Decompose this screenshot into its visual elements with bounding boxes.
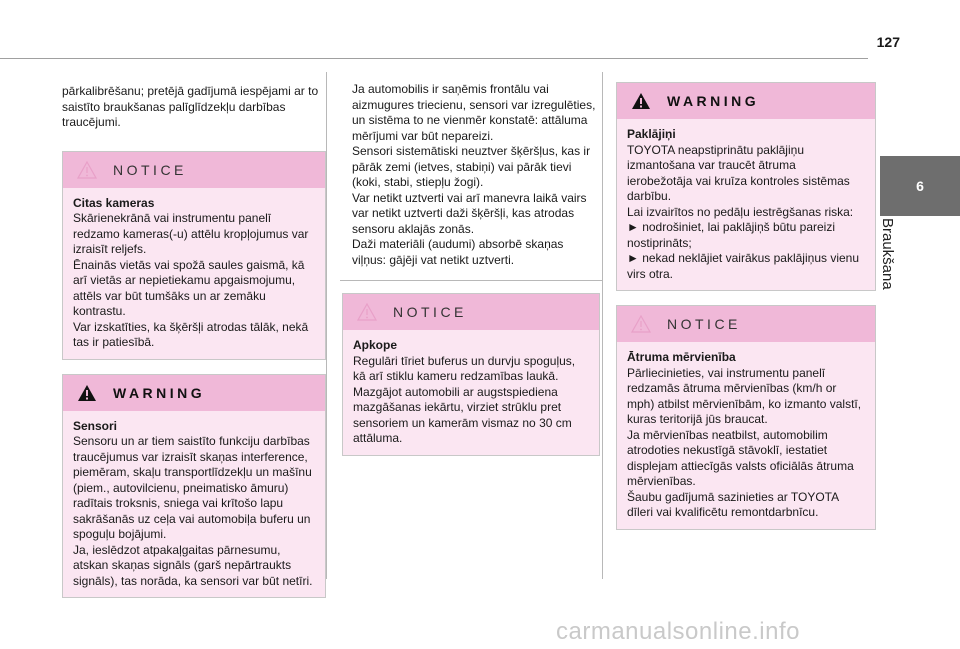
notice-body: Pārliecinieties, vai instrumentu panelī redzamās ātruma mērvienības (km/h or mph) atbilst mērvienībām, ko izmanto valstī, kuras teritorijā jūs braucat. Ja mērvienības neatbilst, automobilim atrodoties nekustīgā stāvoklī, iestatiet displejam attiecīgās valsts oficiālās ātruma mērvienības. Šaubu gadījumā sazinieties ar TOYOTA dīleri vai kvalificētu remontdarbnīcu. [627, 365, 862, 519]
warning-triangle-icon [77, 384, 97, 402]
warning-header [617, 83, 875, 119]
notice-title: Apkope [353, 338, 398, 352]
notice-header [617, 306, 875, 342]
notice-title: Ātruma mērvienība [627, 350, 736, 364]
chapter-title-text: Braukšana [879, 218, 896, 290]
watermark: carmanualsonline.info [556, 618, 800, 645]
column-2 [340, 72, 603, 579]
col3-notice-box [616, 305, 876, 530]
col3-warning-box [616, 82, 876, 291]
notice-label: NOTICE [393, 304, 467, 320]
warning-triangle-icon [357, 303, 377, 321]
page-number: 127 [876, 34, 900, 50]
warning-title: Paklājiņi [627, 127, 676, 141]
warning-label: WARNING [667, 93, 760, 109]
col1-notice-box [62, 151, 326, 360]
column-3 [616, 72, 876, 579]
warning-label: WARNING [113, 384, 206, 401]
col2-notice-box [342, 293, 600, 456]
col1-intro: pārkalibrēšanu; pretējā gadījumā iespējami ar to saistīto braukšanas palīglīdzekļu darbības traucējumi. [62, 84, 319, 129]
notice-label: NOTICE [113, 161, 187, 178]
chapter-tab[interactable] [880, 156, 960, 216]
warning-body: TOYOTA neapstiprinātu paklājiņu izmantošana var traucēt ātruma ierobežotāja vai kruīza kontroles sistēmas darbību. Lai izvairītos no pedāļu iestrēgšanas riska: ► nodrošiniet, lai paklājiņš būtu pareizi nostiprināts; ► nekad neklājiet vairākus paklājiņus vienu virs otra. [627, 142, 860, 281]
warning-triangle-icon [631, 315, 651, 333]
warning-triangle-icon [77, 161, 97, 179]
col1-warning-box [62, 374, 326, 599]
notice-header [343, 294, 599, 330]
notice-label: NOTICE [667, 316, 741, 332]
warning-triangle-icon [631, 92, 651, 110]
chapter-number: 6 [916, 178, 924, 194]
warning-title: Sensori [73, 418, 118, 433]
notice-body: Regulāri tīriet buferus un durvju spoguļus, kā arī stiklu kameru redzamības laukā. Mazgājot automobili ar augstspiediena mazgāšanas iekārtu, virziet strūklu pret sensoriem un kamerām vismaz no 30 cm attāluma. [353, 353, 576, 445]
notice-body: Skārienekrānā vai instrumentu panelī redzamo kameras(-u) attēlu kropļojumus var izraisīt reljefs. Ēnainās vietās vai spožā saules gaismā, kā arī vietās ar nepietiekamu apgaismojumu, attēls var būt tumšāks un ar zemāku kontrastu. Var izskatīties, ka šķēršļi atrodas tālāk, nekā tas ir patiesībā. [73, 211, 309, 349]
warning-header [63, 375, 325, 411]
col2-intro: Ja automobilis ir saņēmis frontālu vai aizmugures triecienu, sensori var izregulēties, un sistēma to ne vienmēr konstatē: attāluma mērījumi var būt nepareizi. Sensori sistemātiski neuztver šķēršļus, kas ir pārāk zemi (ietves, stabiņi) vai pārāk tievi (koki, stabi, stiepļu žogi). Var netikt uztverti vai arī manevra laikā vairs var netikt uztverti daži šķēršļi, kas atrodas sensoru aklajās zonās. Daži materiāli (audumi) absorbē skaņas viļņus: gājēji vat netikt uztverti. [352, 82, 596, 267]
warning-body: Sensoru un ar tiem saistīto funkciju darbības traucējumus var izraisīt skaņas interference, piemēram, skaļu transportlīdzekļu un mašīnu (piem., autovilcienu, pneimatisko āmuru) radītais troksnis, sniega vai krītošo lapu sakrāšanās uz ceļa vai automobiļa buferu un spoguļu bojājumi. Ja, ieslēdzot atpakaļgaitas pārnesumu, atskan skaņas signāls (garš nepārtraukts signāls), tas norāda, ka sensori var būt netīri. [73, 434, 313, 588]
notice-header [63, 152, 325, 188]
header-rule [0, 58, 868, 59]
chapter-title [879, 218, 912, 318]
notice-title: Citas kameras [73, 195, 155, 210]
column-1 [62, 72, 327, 588]
